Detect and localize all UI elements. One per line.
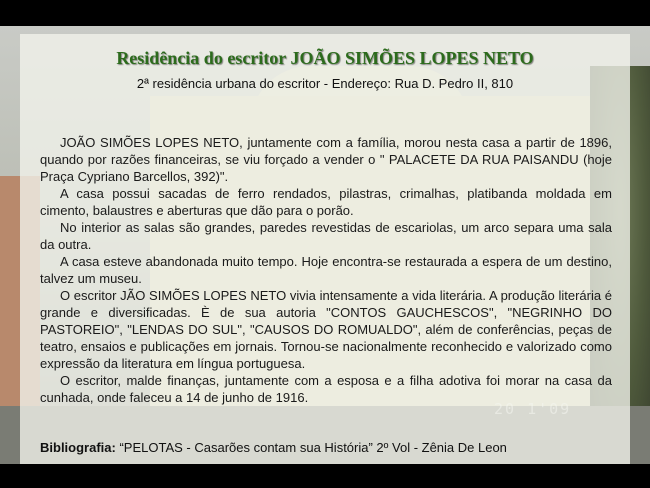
page-subtitle: 2ª residência urbana do escritor - Endereço: Rua D. Pedro II, 810 [136, 76, 514, 91]
bibliography [40, 440, 620, 455]
paragraph: No interior as salas são grandes, paredes revestidas de escariolas, um arco separa uma sala da outra. [40, 220, 612, 252]
bibliography-label: Bibliografia: [40, 440, 116, 455]
bibliography-text: “PELOTAS - Casarões contam sua História” 2º Vol - Zênia De Leon [119, 440, 507, 455]
text-panel [20, 34, 630, 464]
paragraph: A casa esteve abandonada muito tempo. Hoje encontra-se restaurada a espera de um destino, talvez um museu. [40, 254, 612, 286]
paragraph: JOÃO SIMÕES LOPES NETO, juntamente com a família, morou nesta casa a partir de 1896, quando por razões financeiras, se viu forçado a vender o " PALACETE DA RUA PAISANDU (hoje Praça Cypriano Barcellos, 392)". [40, 135, 612, 184]
slide-frame [0, 26, 650, 464]
paragraph: O escritor JÃO SIMÕES LOPES NETO vivia intensamente a vida literária. A produção literária é grande e diversificadas. È de sua autoria "CONTOS GAUCHESCOS", "NEGRINHO DO PASTOREIO", "LENDAS DO SUL", "CAUSOS DO ROMUALDO", além de conferências, peças de teatro, ensaios e publicações em jornais. Tornou-se nacionalmente reconhecido e valorizado como expressão da literatura em língua portuguesa. [40, 288, 612, 371]
page-title: Residência do escritor JOÃO SIMÕES LOPES NETO [116, 48, 534, 68]
paragraph: A casa possui sacadas de ferro rendados, pilastras, crimalhas, platibanda moldada em cimento, balaustres e aberturas que dão para o porão. [40, 186, 612, 218]
paragraph: O escritor, malde finanças, juntamente com a esposa e a filha adotiva foi morar na casa da cunhada, onde faleceu a 14 de junho de 1916. [40, 373, 612, 405]
article-body [40, 134, 612, 406]
